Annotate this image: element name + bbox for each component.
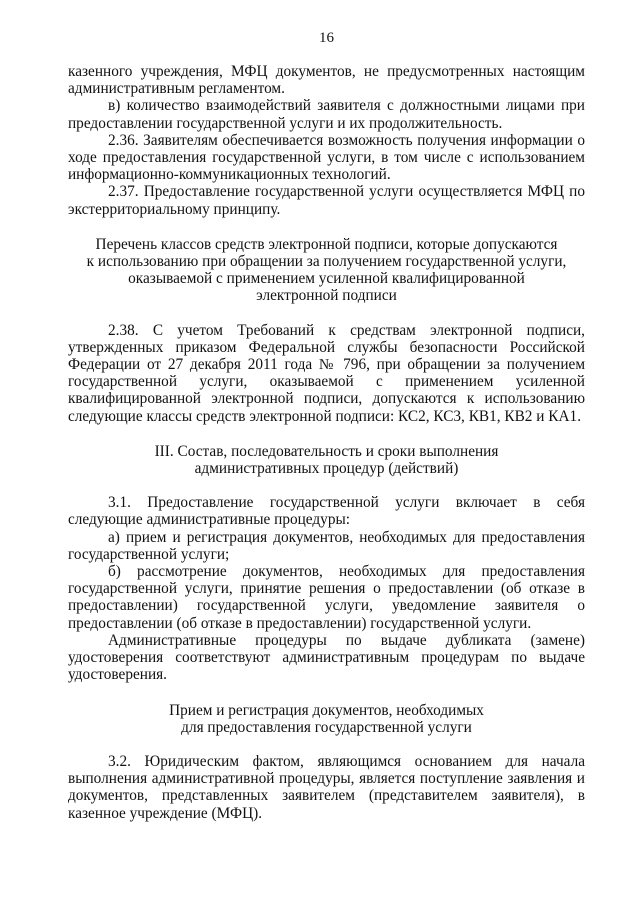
paragraph-item-b: б) рассмотрение документов, необходимых для предоставления государственной услуги, принятие решения о предоставлении (об отказе в предоставлении) государственной услуги, уведомление заявителя о предоставлении (об отказе в предоставлении) государственной услуги. <box>68 563 585 632</box>
heading-line: электронной подписи <box>256 287 397 305</box>
paragraph-2-37: 2.37. Предоставление государственной услуги осуществляется МФЦ по экстерриториальному принципу. <box>68 183 585 218</box>
spacer <box>68 218 585 236</box>
spacer <box>68 305 585 322</box>
page-number: 16 <box>319 30 334 46</box>
heading-line: Перечень классов средств электронной подписи, которые допускаются <box>95 235 558 253</box>
document-body <box>68 63 585 822</box>
heading-line: для предоставления государственной услуги <box>181 718 472 736</box>
spacer <box>68 425 585 443</box>
paragraph-continuation: казенного учреждения, МФЦ документов, не предусмотренных настоящим административным регламентом. <box>68 63 585 98</box>
spacer <box>68 477 585 494</box>
spacer <box>68 736 585 753</box>
heading-reception <box>68 702 585 736</box>
heading-line: административных процедур (действий) <box>194 460 459 478</box>
heading-line: к использованию при обращении за получением государственной услуги, <box>86 253 567 271</box>
document-page <box>68 0 585 905</box>
heading-signature-classes <box>68 236 585 305</box>
heading-line: III. Состав, последовательность и сроки выполнения <box>154 442 499 460</box>
heading-line: оказываемой с применением усиленной квалифицированной <box>128 270 525 288</box>
paragraph-item-a: а) прием и регистрация документов, необходимых для предоставления государственной услуги; <box>68 528 585 563</box>
heading-section-3 <box>68 443 585 477</box>
paragraph-item-v: в) количество взаимодействий заявителя с должностными лицами при предоставлении государственной услуги и их продолжительность. <box>68 97 585 132</box>
paragraph-duplicate: Административные процедуры по выдаче дубликата (замене) удостоверения соответствуют административным процедурам по выдаче удостоверения. <box>68 631 585 684</box>
paragraph-3-2: 3.2. Юридическим фактом, являющимся основанием для начала выполнения административной процедуры, является поступление заявления и документов, представленных заявителем (представителем заявителя), в казенное учреждение (МФЦ). <box>68 752 585 822</box>
paragraph-2-38: 2.38. С учетом Требований к средствам электронной подписи, утвержденных приказом Федеральной службы безопасности Российской Федерации от 27 декабря 2011 года № 796, при обращении за получением государственной услуги, оказываемой с применением усиленной квалифицированной электронной подписи, допускаются к использованию следующие классы средств электронной подписи: КС2, КС3, КВ1, КВ2 и КА1. <box>68 321 585 425</box>
heading-line: Прием и регистрация документов, необходимых <box>169 701 484 719</box>
spacer <box>68 684 585 702</box>
paragraph-2-36: 2.36. Заявителям обеспечивается возможность получения информации о ходе предоставления государственной услуги, в том числе с использованием информационно-коммуникационных технологий. <box>68 131 585 184</box>
paragraph-3-1: 3.1. Предоставление государственной услуги включает в себя следующие административные процедуры: <box>68 494 585 529</box>
